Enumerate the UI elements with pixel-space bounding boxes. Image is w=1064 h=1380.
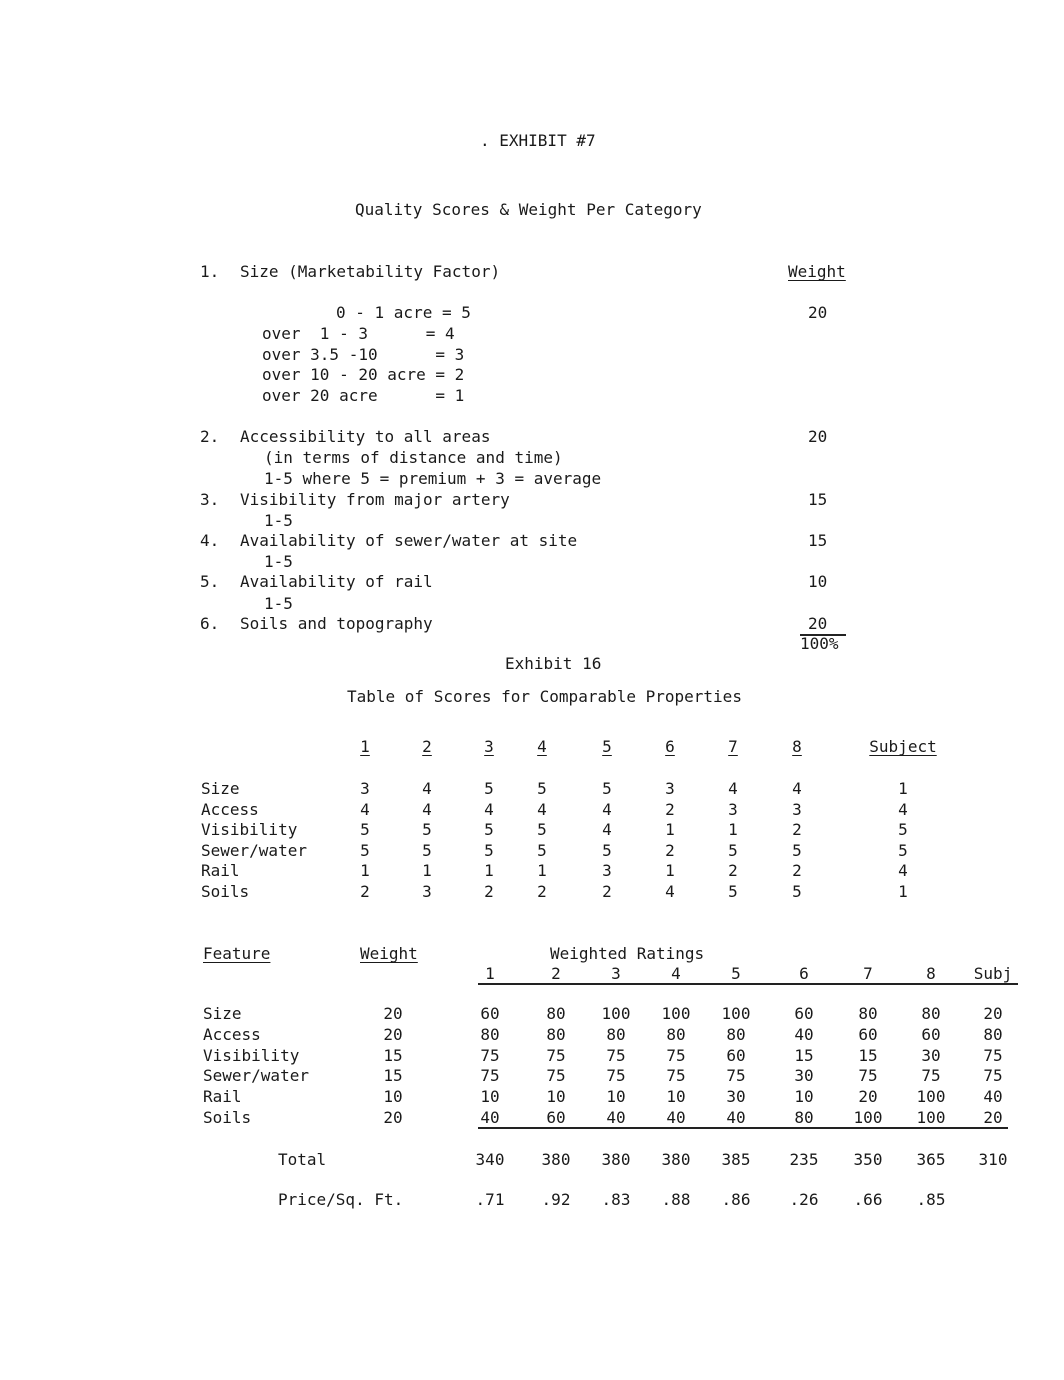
score-cell: 5 (728, 882, 738, 901)
weighted-cell: 40 (794, 1024, 814, 1044)
criterion-label: Size (Marketability Factor) (240, 262, 501, 281)
criterion-number: 5. (200, 572, 220, 591)
criterion-number: 3. (200, 490, 220, 509)
score-row-label: Access (201, 799, 259, 819)
score-cell: 5 (602, 779, 612, 798)
weighted-cell: 100 (721, 1004, 751, 1023)
weighted-cell: 75 (983, 1045, 1003, 1065)
feature-weight: 20 (383, 1004, 403, 1023)
weighted-cell: 40 (606, 1108, 626, 1127)
size-scale-line: over 1 - 3 = 4 (262, 324, 455, 343)
scale-note: 1-5 (264, 594, 293, 613)
weighted-cell: 80 (921, 1004, 941, 1023)
price-cell: .71 (475, 1190, 505, 1209)
score-column-header: 8 (792, 737, 802, 756)
score-row-label: Visibility (201, 820, 298, 840)
feature-weight: 20 (383, 1108, 403, 1127)
score-column-header: 4 (537, 737, 547, 756)
weighted-cell: 40 (480, 1108, 500, 1127)
price-cell: .88 (661, 1190, 691, 1209)
weighted-cell: 20 (983, 1108, 1003, 1127)
score-cell: 4 (898, 861, 908, 881)
criterion-number: 2. (200, 427, 220, 446)
weighted-cell: 75 (726, 1066, 746, 1086)
size-scale-line: over 3.5 -10 = 3 (262, 345, 465, 364)
weighted-cell: 40 (666, 1108, 686, 1127)
price-cell: .26 (789, 1190, 819, 1209)
score-cell: 4 (792, 779, 802, 798)
weighted-cell: 80 (858, 1004, 878, 1023)
weighted-cell: 75 (666, 1066, 686, 1086)
score-cell: 2 (665, 840, 675, 860)
score-cell: 5 (792, 840, 802, 860)
score-cell: 5 (484, 779, 494, 798)
score-cell: 5 (728, 840, 738, 860)
score-cell: 4 (537, 799, 547, 819)
size-scale-line: 0 - 1 acre = 5 (336, 303, 471, 322)
score-cell: 4 (602, 820, 612, 840)
score-cell: 3 (360, 779, 370, 798)
total-cell: 235 (789, 1150, 819, 1169)
totals-rule (478, 1127, 1008, 1129)
feature-weight: 15 (383, 1045, 403, 1065)
score-column-header: Subject (869, 737, 937, 756)
scale-note: 1-5 (264, 511, 293, 530)
weighted-cell: 40 (983, 1087, 1003, 1107)
criterion-label: Soils and topography (240, 614, 433, 633)
score-cell: 1 (360, 861, 370, 881)
score-column-header: 1 (360, 737, 370, 756)
weighted-cell: 10 (546, 1087, 566, 1107)
weight-header: Weight (360, 944, 418, 963)
price-cell: .83 (601, 1190, 631, 1209)
exhibit-16-title: Exhibit 16 (505, 654, 602, 673)
exhibit-7-title: . EXHIBIT #7 (480, 131, 596, 150)
score-cell: 1 (422, 861, 432, 881)
total-cell: 385 (721, 1150, 751, 1169)
score-cell: 2 (792, 861, 802, 881)
weighted-cell: 75 (546, 1045, 566, 1065)
score-cell: 4 (422, 799, 432, 819)
feature-row-label: Access (203, 1024, 261, 1044)
criterion-weight: 15 (808, 531, 828, 550)
score-row-label: Rail (201, 861, 240, 881)
feature-row-label: Visibility (203, 1045, 300, 1065)
score-cell: 5 (360, 840, 370, 860)
weighted-cell: 75 (546, 1066, 566, 1086)
criterion-weight: 20 (808, 303, 828, 322)
exhibit-16-subtitle: Table of Scores for Comparable Properties (347, 687, 742, 706)
weighted-cell: 80 (606, 1024, 626, 1044)
criterion-weight: 20 (808, 614, 828, 633)
score-cell: 2 (792, 820, 802, 840)
score-row-label: Soils (201, 882, 250, 901)
score-cell: 4 (728, 779, 738, 798)
weighted-cell: 75 (858, 1066, 878, 1086)
total-cell: 350 (853, 1150, 883, 1169)
price-cell: .92 (541, 1190, 571, 1209)
score-cell: 5 (898, 820, 908, 840)
weighted-cell: 75 (480, 1045, 500, 1065)
ratings-column-header: 6 (799, 964, 809, 983)
ratings-column-header: Subj (973, 964, 1013, 983)
ratings-column-header: 1 (485, 964, 495, 983)
ratings-column-header: 7 (863, 964, 873, 983)
weighted-cell: 10 (794, 1087, 814, 1107)
score-cell: 2 (728, 861, 738, 881)
score-row-label: Sewer/water (201, 840, 307, 860)
score-cell: 3 (728, 799, 738, 819)
weighted-cell: 60 (858, 1024, 878, 1044)
score-cell: 2 (360, 882, 370, 901)
score-cell: 4 (422, 779, 432, 798)
score-cell: 5 (484, 820, 494, 840)
feature-row-label: Size (203, 1004, 242, 1023)
ratings-column-header: 5 (731, 964, 741, 983)
weight-column-header: Weight (788, 262, 846, 281)
exhibit-7-subtitle: Quality Scores & Weight Per Category (355, 200, 702, 219)
weighted-cell: 80 (666, 1024, 686, 1044)
score-cell: 2 (602, 882, 612, 901)
total-weight: 100% (800, 634, 839, 653)
weighted-cell: 75 (983, 1066, 1003, 1086)
score-row-label: Size (201, 779, 240, 798)
price-cell: .85 (916, 1190, 946, 1209)
score-column-header: 2 (422, 737, 432, 756)
score-cell: 3 (792, 799, 802, 819)
score-cell: 5 (422, 820, 432, 840)
score-cell: 1 (537, 861, 547, 881)
score-cell: 1 (898, 882, 908, 901)
total-cell: 365 (916, 1150, 946, 1169)
total-cell: 340 (475, 1150, 505, 1169)
score-cell: 4 (898, 799, 908, 819)
weighted-cell: 30 (726, 1087, 746, 1107)
ratings-column-header: 3 (611, 964, 621, 983)
criterion-weight: 15 (808, 490, 828, 509)
criterion-weight: 20 (808, 427, 828, 446)
weighted-cell: 10 (666, 1087, 686, 1107)
feature-row-label: Rail (203, 1087, 242, 1107)
score-cell: 4 (484, 799, 494, 819)
score-cell: 1 (665, 820, 675, 840)
weighted-cell: 75 (480, 1066, 500, 1086)
score-cell: 5 (537, 820, 547, 840)
weighted-cell: 80 (546, 1024, 566, 1044)
criterion-weight: 10 (808, 572, 828, 591)
score-cell: 1 (898, 779, 908, 798)
scale-note: 1-5 (264, 552, 293, 571)
criterion-number: 4. (200, 531, 220, 550)
weighted-cell: 10 (606, 1087, 626, 1107)
feature-weight: 10 (383, 1087, 403, 1107)
weighted-cell: 10 (480, 1087, 500, 1107)
weighted-cell: 60 (794, 1004, 814, 1023)
total-cell: 380 (601, 1150, 631, 1169)
score-cell: 3 (422, 882, 432, 901)
weighted-cell: 80 (794, 1108, 814, 1127)
access-note: 1-5 where 5 = premium + 3 = average (264, 469, 602, 488)
score-cell: 5 (360, 820, 370, 840)
weighted-cell: 100 (916, 1087, 946, 1107)
weighted-cell: 75 (921, 1066, 941, 1086)
total-cell: 380 (661, 1150, 691, 1169)
weighted-cell: 60 (921, 1024, 941, 1044)
weighted-cell: 60 (480, 1004, 500, 1023)
price-cell: .66 (853, 1190, 883, 1209)
weighted-cell: 75 (606, 1066, 626, 1086)
score-cell: 3 (602, 861, 612, 881)
weighted-cell: 100 (661, 1004, 691, 1023)
ratings-column-header: 4 (671, 964, 681, 983)
weighted-cell: 15 (858, 1045, 878, 1065)
feature-row-label: Sewer/water (203, 1066, 309, 1086)
score-column-header: 7 (728, 737, 738, 756)
weighted-cell: 80 (480, 1024, 500, 1044)
price-cell: .86 (721, 1190, 751, 1209)
ratings-column-header: 2 (551, 964, 561, 983)
weighted-cell: 100 (916, 1108, 946, 1127)
weighted-cell: 80 (546, 1004, 566, 1023)
weighted-ratings-header: Weighted Ratings (550, 944, 705, 963)
size-scale-line: over 10 - 20 acre = 2 (262, 365, 465, 384)
score-cell: 5 (484, 840, 494, 860)
criterion-label: Visibility from major artery (240, 490, 510, 509)
total-label: Total (278, 1150, 327, 1169)
score-cell: 1 (665, 861, 675, 881)
score-cell: 5 (422, 840, 432, 860)
weighted-cell: 15 (794, 1045, 814, 1065)
weighted-cell: 60 (546, 1108, 566, 1127)
weighted-cell: 75 (606, 1045, 626, 1065)
score-cell: 4 (602, 799, 612, 819)
weighted-cell: 80 (726, 1024, 746, 1044)
score-cell: 3 (665, 779, 675, 798)
feature-weight: 15 (383, 1066, 403, 1086)
score-cell: 2 (537, 882, 547, 901)
score-cell: 4 (665, 882, 675, 901)
criterion-number: 1. (200, 262, 220, 281)
score-column-header: 5 (602, 737, 612, 756)
score-column-header: 3 (484, 737, 494, 756)
price-label: Price/Sq. Ft. (278, 1190, 404, 1209)
total-cell: 310 (978, 1150, 1008, 1169)
criterion-label: Availability of sewer/water at site (240, 531, 578, 550)
criterion-label: Accessibility to all areas (240, 427, 491, 446)
score-cell: 4 (360, 799, 370, 819)
weighted-cell: 60 (726, 1045, 746, 1065)
score-cell: 2 (665, 799, 675, 819)
weighted-cell: 40 (726, 1108, 746, 1127)
score-cell: 2 (484, 882, 494, 901)
ratings-header-rule (478, 983, 1018, 985)
weighted-cell: 30 (794, 1066, 814, 1086)
score-cell: 5 (602, 840, 612, 860)
weighted-cell: 75 (666, 1045, 686, 1065)
weighted-cell: 80 (983, 1024, 1003, 1044)
size-scale-line: over 20 acre = 1 (262, 386, 465, 405)
score-cell: 5 (537, 840, 547, 860)
weighted-cell: 20 (983, 1004, 1003, 1023)
feature-row-label: Soils (203, 1108, 252, 1127)
score-cell: 5 (792, 882, 802, 901)
total-cell: 380 (541, 1150, 571, 1169)
weighted-cell: 20 (858, 1087, 878, 1107)
feature-header: Feature (203, 944, 271, 963)
score-cell: 5 (537, 779, 547, 798)
score-cell: 1 (728, 820, 738, 840)
weighted-cell: 100 (853, 1108, 883, 1127)
criterion-number: 6. (200, 614, 220, 633)
criterion-label: Availability of rail (240, 572, 433, 591)
weighted-cell: 30 (921, 1045, 941, 1065)
access-note: (in terms of distance and time) (264, 448, 563, 467)
score-column-header: 6 (665, 737, 675, 756)
score-cell: 5 (898, 840, 908, 860)
weighted-cell: 100 (601, 1004, 631, 1023)
score-cell: 1 (484, 861, 494, 881)
feature-weight: 20 (383, 1024, 403, 1044)
ratings-column-header: 8 (926, 964, 936, 983)
